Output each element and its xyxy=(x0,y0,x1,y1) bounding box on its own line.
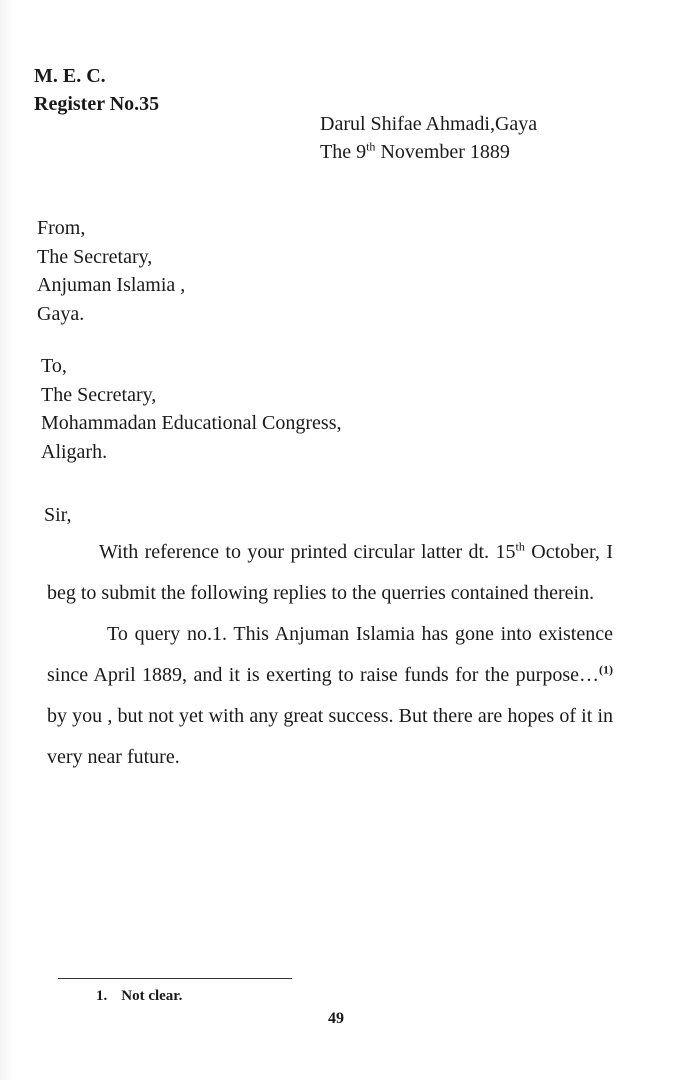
to-line: Aligarh. xyxy=(41,440,108,463)
date-line xyxy=(320,138,537,166)
register-reference xyxy=(34,62,159,118)
paragraph-text: by you , but not yet with any great success. But there are hopes of it in very near future. xyxy=(47,705,613,768)
footnote-number: 1. xyxy=(96,988,108,1004)
paragraph xyxy=(47,614,613,778)
date-ordinal: th xyxy=(366,139,376,154)
ordinal-superscript: th xyxy=(515,539,525,554)
paragraph-text: With reference to your printed circular latter dt. 15 xyxy=(99,541,516,563)
place-line: Darul Shifae Ahmadi,Gaya xyxy=(320,113,538,135)
footnote xyxy=(96,988,182,1005)
footnote-marker: (1) xyxy=(599,662,613,677)
to-line: Mohammadan Educational Congress, xyxy=(41,412,342,434)
to-label: To, xyxy=(41,355,67,377)
date-month-year: November 1889 xyxy=(375,141,510,163)
paragraph xyxy=(47,532,613,614)
paragraph-text: October, I beg to submit the following replies to the querries contained therein. xyxy=(47,541,613,604)
place-and-date xyxy=(320,110,537,166)
from-line: Gaya. xyxy=(37,302,85,325)
footnote-divider xyxy=(58,978,292,979)
from-label: From, xyxy=(37,217,86,239)
to-address xyxy=(41,352,342,466)
from-address xyxy=(37,214,185,328)
from-line: Anjuman Islamia , xyxy=(37,274,186,296)
salutation: Sir, xyxy=(44,504,72,526)
to-line: The Secretary, xyxy=(41,383,157,406)
org-abbreviation: M. E. C. xyxy=(34,65,106,87)
register-number: Register No.35 xyxy=(34,93,160,115)
paragraph-text: To query no.1. This Anjuman Islamia has gone into existence since April 1889, and it is exerting to raise funds for the purpose… xyxy=(47,623,613,686)
from-line: The Secretary, xyxy=(37,245,153,268)
page-number: 49 xyxy=(328,1010,344,1027)
date-day: The 9 xyxy=(320,141,367,163)
footnote-text: Not clear. xyxy=(121,988,183,1004)
letter-body xyxy=(47,532,613,778)
